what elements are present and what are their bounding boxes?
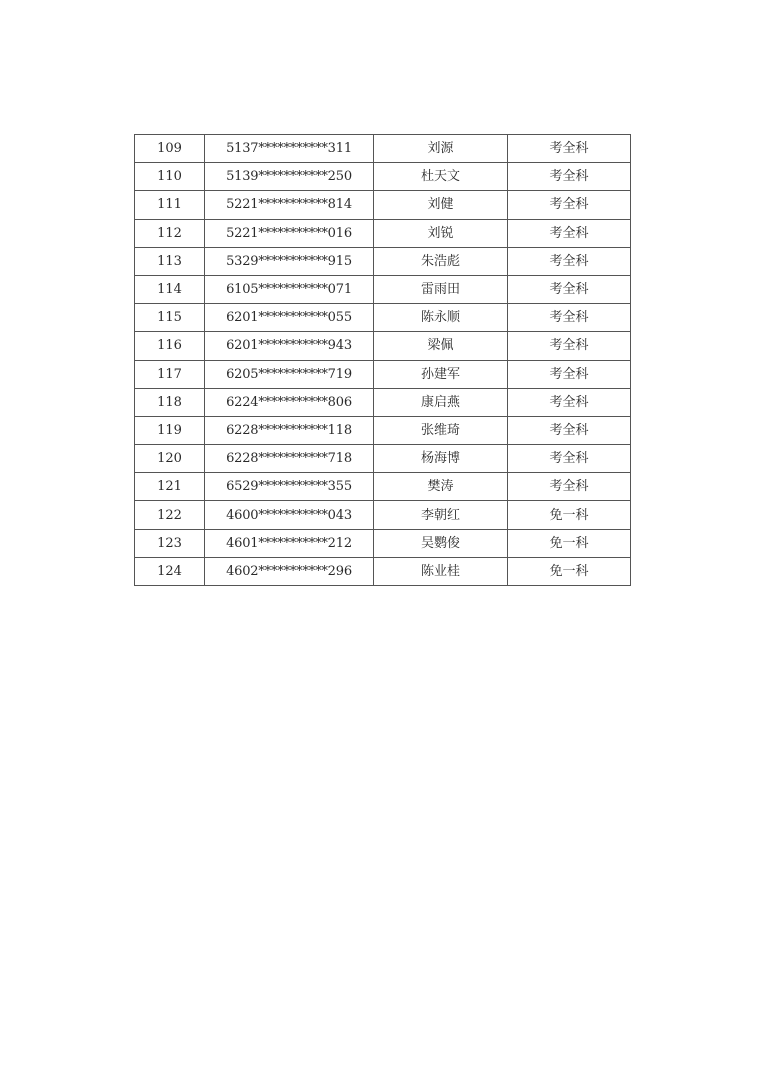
id-cell: 5329***********915 bbox=[205, 247, 374, 275]
id-cell: 6205***********719 bbox=[205, 360, 374, 388]
name-cell: 刘锐 bbox=[374, 219, 508, 247]
roster-table-body bbox=[135, 135, 631, 586]
id-cell: 5221***********016 bbox=[205, 219, 374, 247]
table-row bbox=[135, 304, 631, 332]
note-cell: 考全科 bbox=[508, 445, 631, 473]
id-cell: 6228***********118 bbox=[205, 416, 374, 444]
id-cell: 6201***********943 bbox=[205, 332, 374, 360]
table-row bbox=[135, 473, 631, 501]
table-row bbox=[135, 275, 631, 303]
seq-cell: 114 bbox=[135, 275, 205, 303]
id-cell: 4601***********212 bbox=[205, 529, 374, 557]
name-cell: 樊涛 bbox=[374, 473, 508, 501]
seq-cell: 113 bbox=[135, 247, 205, 275]
name-cell: 杜天文 bbox=[374, 163, 508, 191]
table-row bbox=[135, 501, 631, 529]
table-row bbox=[135, 445, 631, 473]
table-row bbox=[135, 135, 631, 163]
note-cell: 考全科 bbox=[508, 247, 631, 275]
name-cell: 雷雨田 bbox=[374, 275, 508, 303]
note-cell: 考全科 bbox=[508, 275, 631, 303]
seq-cell: 123 bbox=[135, 529, 205, 557]
id-cell: 6224***********806 bbox=[205, 388, 374, 416]
name-cell: 刘健 bbox=[374, 191, 508, 219]
seq-cell: 110 bbox=[135, 163, 205, 191]
table-row bbox=[135, 529, 631, 557]
id-cell: 6201***********055 bbox=[205, 304, 374, 332]
id-cell: 6529***********355 bbox=[205, 473, 374, 501]
table-row bbox=[135, 191, 631, 219]
id-cell: 5221***********814 bbox=[205, 191, 374, 219]
seq-cell: 115 bbox=[135, 304, 205, 332]
name-cell: 张维琦 bbox=[374, 416, 508, 444]
note-cell: 免一科 bbox=[508, 529, 631, 557]
seq-cell: 121 bbox=[135, 473, 205, 501]
table-row bbox=[135, 360, 631, 388]
name-cell: 陈业桂 bbox=[374, 557, 508, 585]
name-cell: 吴鹦俊 bbox=[374, 529, 508, 557]
note-cell: 考全科 bbox=[508, 332, 631, 360]
note-cell: 考全科 bbox=[508, 304, 631, 332]
note-cell: 考全科 bbox=[508, 163, 631, 191]
name-cell: 杨海博 bbox=[374, 445, 508, 473]
name-cell: 李朝红 bbox=[374, 501, 508, 529]
id-cell: 5139***********250 bbox=[205, 163, 374, 191]
table-row bbox=[135, 557, 631, 585]
name-cell: 康启燕 bbox=[374, 388, 508, 416]
seq-cell: 120 bbox=[135, 445, 205, 473]
table-row bbox=[135, 388, 631, 416]
id-cell: 5137***********311 bbox=[205, 135, 374, 163]
note-cell: 考全科 bbox=[508, 388, 631, 416]
name-cell: 朱浩彪 bbox=[374, 247, 508, 275]
seq-cell: 112 bbox=[135, 219, 205, 247]
note-cell: 考全科 bbox=[508, 360, 631, 388]
table-row bbox=[135, 416, 631, 444]
table-row bbox=[135, 219, 631, 247]
seq-cell: 124 bbox=[135, 557, 205, 585]
name-cell: 孙建军 bbox=[374, 360, 508, 388]
seq-cell: 118 bbox=[135, 388, 205, 416]
seq-cell: 119 bbox=[135, 416, 205, 444]
seq-cell: 111 bbox=[135, 191, 205, 219]
note-cell: 考全科 bbox=[508, 416, 631, 444]
id-cell: 4600***********043 bbox=[205, 501, 374, 529]
note-cell: 免一科 bbox=[508, 501, 631, 529]
table-row bbox=[135, 332, 631, 360]
seq-cell: 122 bbox=[135, 501, 205, 529]
seq-cell: 117 bbox=[135, 360, 205, 388]
name-cell: 刘源 bbox=[374, 135, 508, 163]
id-cell: 6105***********071 bbox=[205, 275, 374, 303]
note-cell: 考全科 bbox=[508, 135, 631, 163]
id-cell: 6228***********718 bbox=[205, 445, 374, 473]
id-cell: 4602***********296 bbox=[205, 557, 374, 585]
table-row bbox=[135, 163, 631, 191]
note-cell: 考全科 bbox=[508, 219, 631, 247]
name-cell: 梁佩 bbox=[374, 332, 508, 360]
note-cell: 免一科 bbox=[508, 557, 631, 585]
seq-cell: 116 bbox=[135, 332, 205, 360]
name-cell: 陈永顺 bbox=[374, 304, 508, 332]
seq-cell: 109 bbox=[135, 135, 205, 163]
roster-table bbox=[134, 134, 631, 586]
table-row bbox=[135, 247, 631, 275]
note-cell: 考全科 bbox=[508, 191, 631, 219]
note-cell: 考全科 bbox=[508, 473, 631, 501]
